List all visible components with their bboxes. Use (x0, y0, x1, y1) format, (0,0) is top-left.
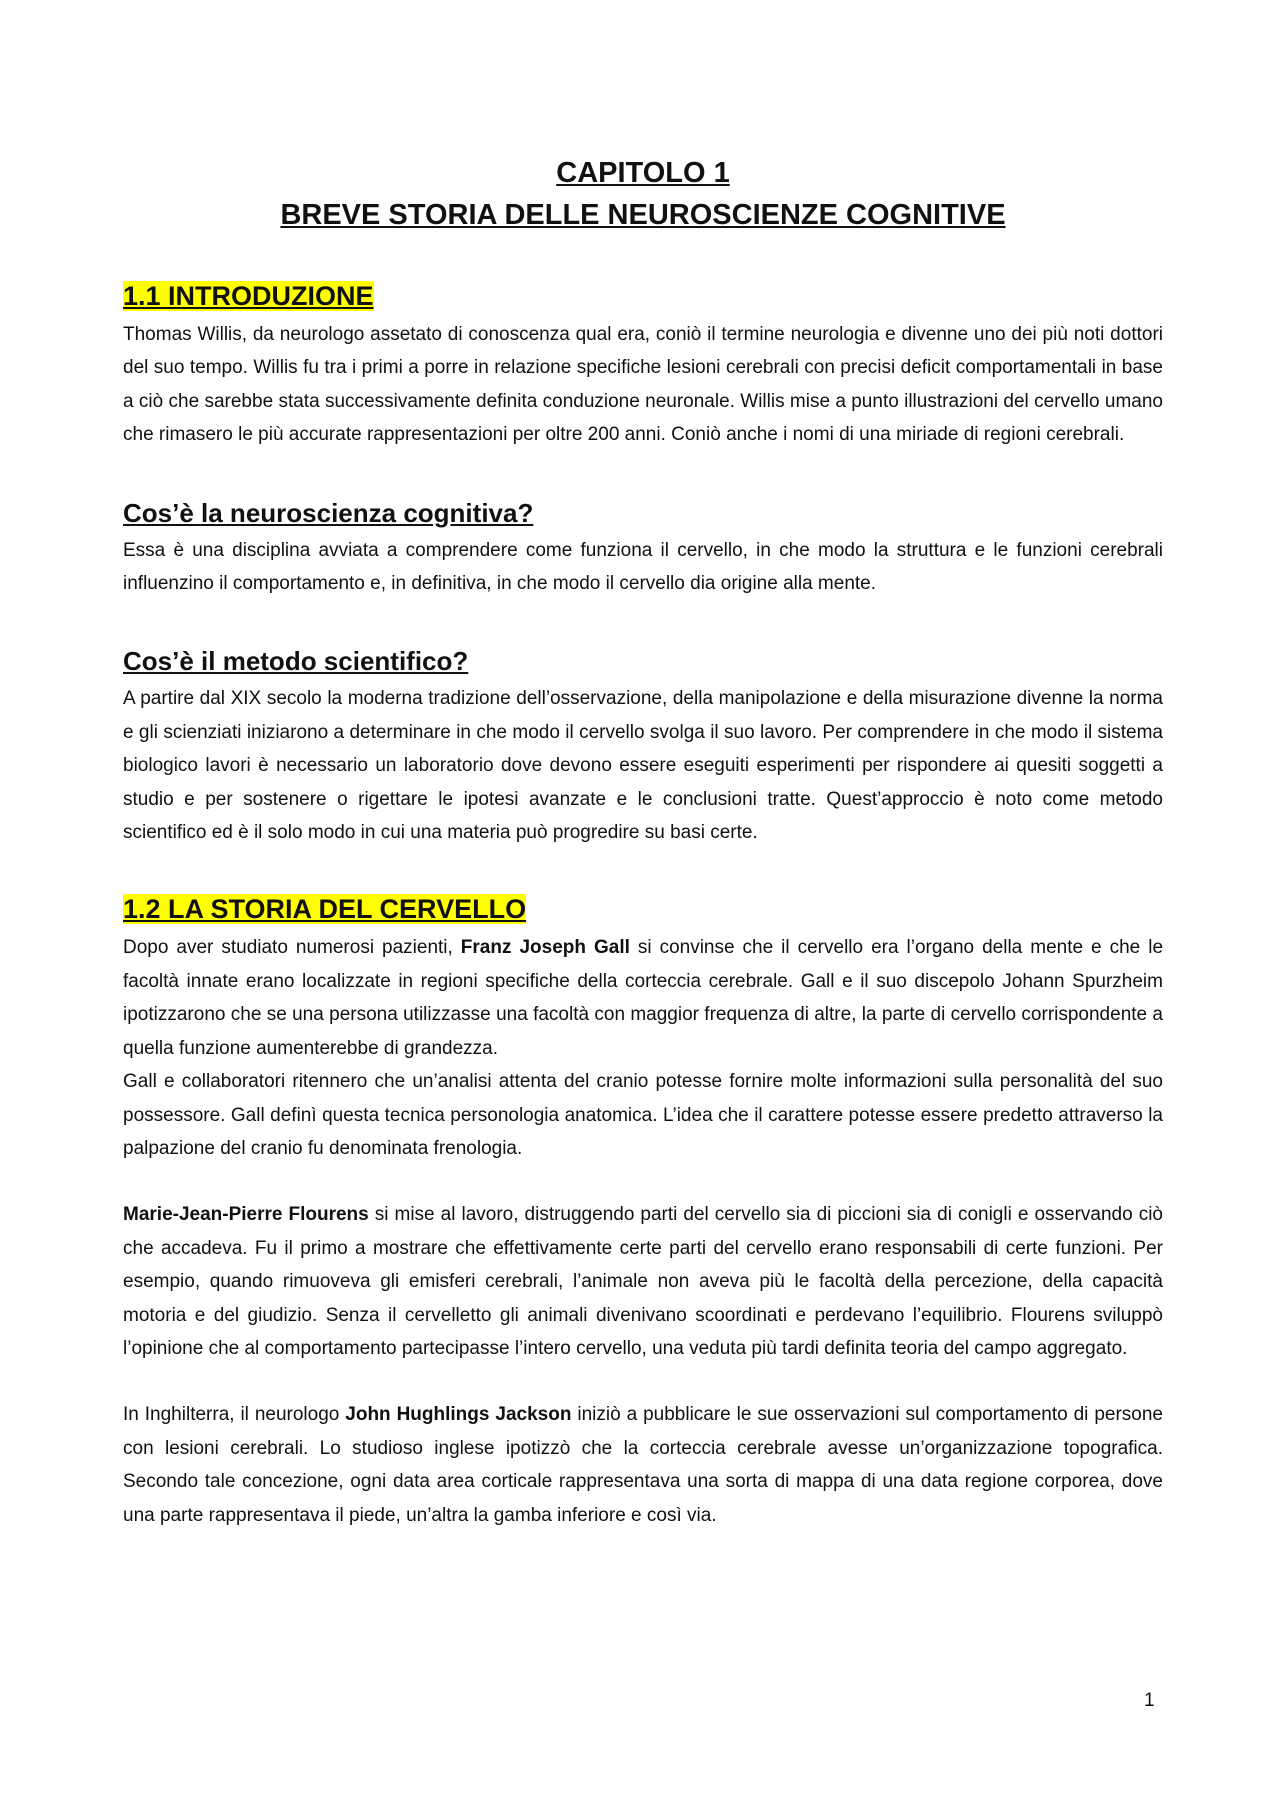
section-heading-introduzione: 1.1 INTRODUZIONE (123, 281, 374, 311)
paragraph-gall: Dopo aver studiato numerosi pazienti, Franz Joseph Gall si convinse che il cervello era l’organo della mente e che le facoltà innate erano localizzate in regioni specifiche della corteccia cerebrale. Gall e il suo discepolo Johann Spurzheim ipotizzarono che se una persona utilizzasse una facoltà con maggior frequenza di altre, la parte di cervello corrispondente a quella funzione aumenterebbe di grandezza. (123, 937, 1164, 1059)
paragraph-jackson: In Inghilterra, il neurologo John Hughlings Jackson iniziò a pubblicare le sue osservazioni sul comportamento di persone con lesioni cerebrali. Lo studioso inglese ipotizzò che la corteccia cerebrale avesse un’organizzazione topografica. Secondo tale concezione, ogni data area corticale rappresentava una sorta di mappa di una data regione corporea, dove una parte rappresentava il piede, un’altra la gamba inferiore e così via. (123, 1404, 1163, 1526)
name-jackson: John Hughlings Jackson (345, 1404, 572, 1426)
name-flourens: Marie-Jean-Pierre Flourens (123, 1204, 369, 1226)
paragraph-flourens: Marie-Jean-Pierre Flourens si mise al lavoro, distruggendo parti del cervello sia di piccioni sia di conigli e osservando ciò che accadeva. Fu il primo a mostrare che effettivamente certe parti del cervello erano responsabili di certe funzioni. Per esempio, quando rimuoveva gli emisferi cerebrali, l’animale non aveva più le facoltà della percezione, della capacità motoria e del giudizio. Senza il cervelletto gli animali divenivano scoordinati e perdevano l’equilibrio. Flourens sviluppò l’opinione che al comportamento partecipasse l’intero cervello, una veduta più tardi definita teoria del campo aggregato. (123, 1204, 1163, 1359)
page-content (123, 152, 1163, 1532)
question-heading-neuroscienza: Cos’è la neuroscienza cognitiva? (123, 497, 534, 528)
question-heading-metodo: Cos’è il metodo scientifico? (123, 646, 469, 677)
paragraph-neuroscienza: Essa è una disciplina avviata a comprendere come funziona il cervello, in che modo la struttura e le funzioni cerebrali influenzino il comportamento e, in definitiva, in che modo il cervello dia origine alla mente. (123, 539, 1163, 595)
paragraph-metodo: A partire dal XIX secolo la moderna tradizione dell’osservazione, della manipolazione e della misurazione divenne la norma e gli scienziati iniziarono a determinare in che modo il cervello svolga il suo lavoro. Per comprendere in che modo il sistema biologico lavori è necessario un laboratorio dove devono essere eseguiti esperimenti per rispondere ai quesiti soggetti a studio e per sostenere o rigettare le ipotesi avanzate e le conclusioni tratte. Quest’approccio è noto come metodo scientifico ed è il solo modo in cui una materia può progredire su basi certe. (123, 688, 1163, 844)
page-number: 1 (1144, 1690, 1155, 1711)
paragraph-willis: Thomas Willis, da neurologo assetato di conoscenza qual era, coniò il termine neurologia e divenne uno dei più noti dottori del suo tempo. Willis fu tra i primi a porre in relazione specifiche lesioni cerebrali con precisi deficit comportamentali in base a ciò che sarebbe stata successivamente definita conduzione neuronale. Willis mise a punto illustrazioni del cervello umano che rimasero le più accurate rappresentazioni per oltre 200 anni. Coniò anche i nomi di una miriade di regioni cerebrali. (123, 324, 1163, 446)
paragraph-frenologia: Gall e collaboratori ritennero che un’analisi attenta del cranio potesse fornire molte informazioni sulla personalità del suo possessore. Gall definì questa tecnica personologia anatomica. L’idea che il carattere potesse essere predetto attraverso la palpazione del cranio fu denominata frenologia. (123, 1071, 1163, 1159)
section-heading-storia: 1.2 LA STORIA DEL CERVELLO (123, 894, 527, 925)
chapter-number: CAPITOLO 1 (556, 157, 730, 189)
chapter-title: BREVE STORIA DELLE NEUROSCIENZE COGNITIVE (280, 199, 1006, 231)
name-gall: Franz Joseph Gall (460, 937, 630, 959)
